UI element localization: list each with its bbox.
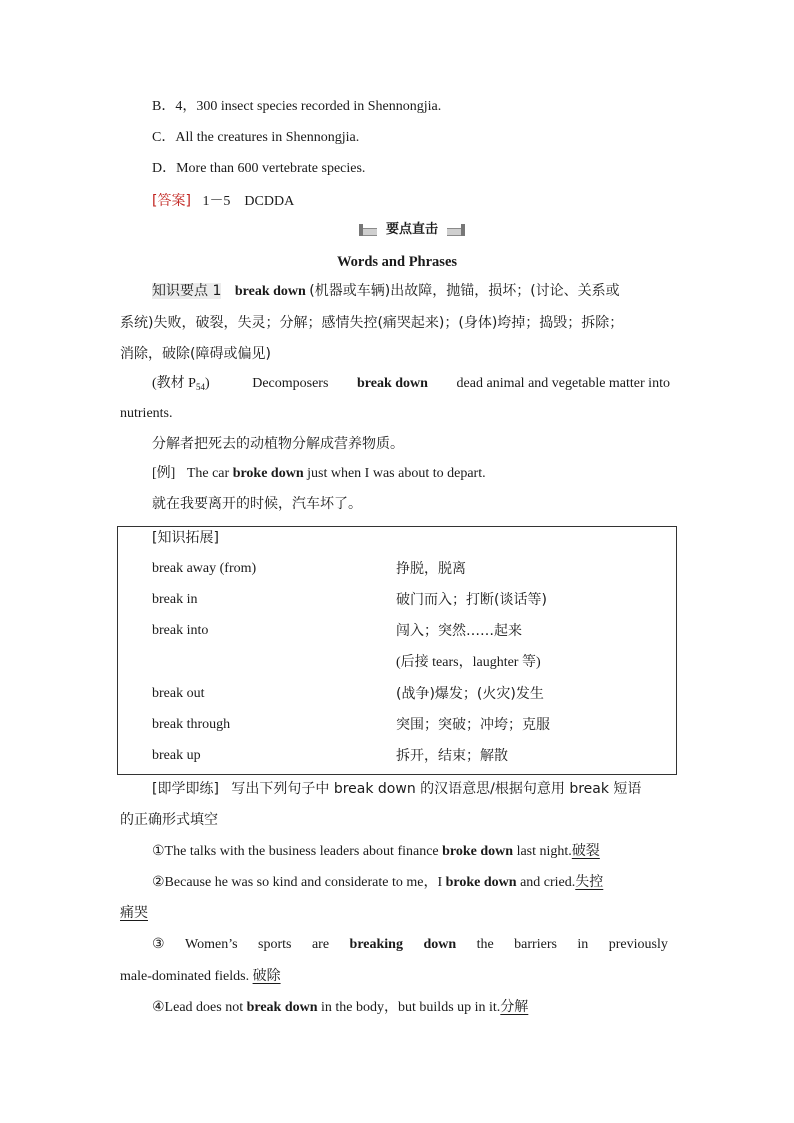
expansion-en-5: break through [152,717,231,732]
point-def-2: 系统)失败，破裂，失灵；分解；感情失控(痛哭起来)；(身体)垮掉；捣毁；拆除； [120,315,624,331]
expansion-cn-3: (后接 tears，laughter 等) [396,655,541,670]
point-line-1 [152,281,674,302]
textbook-pre: Decomposers [252,376,329,391]
practice-item-1: ①The talks with the business leaders about finance broke down last night.破裂 [152,843,600,859]
practice-label: [即学即练] [152,781,219,797]
expansion-title: [知识拓展] [152,530,219,546]
section-heading: Words and Phrases [336,254,458,270]
textbook-phrase: break down [357,376,428,391]
point-def-3: 消除，破除(障碍或偏见) [120,346,271,362]
option-d: D．More than 600 vertebrate species. [152,161,366,176]
expansion-cn-2: 闯入；突然……起来 [396,623,522,639]
practice-answer-1: 破裂 [571,843,600,859]
answer-label: [答案] [152,193,191,209]
point-def-1: (机器或车辆)出故障，抛锚，损坏；(讨论、关系或 [309,283,620,299]
expansion-cn-6: 拆开，结束；解散 [396,748,508,764]
answer-value: 1－5 DCDDA [202,194,295,209]
practice-item-3: ③ Women’s sports are breaking down the barriers in previously [152,937,668,952]
textbook-ref: (教材 $P_{54}$) [152,376,210,392]
example-phrase: broke down [232,466,304,481]
example-line: [例] The car broke down just when I was about to depart. [152,466,486,481]
practice-answer-4: 分解 [500,999,529,1015]
expansion-cn-1: 破门而入；打断(谈话等) [396,592,547,608]
practice-answer-2: 失控 [575,874,604,890]
expansion-cn-4: (战争)爆发；(火灾)发生 [396,686,544,702]
expansion-en-4: break out [152,686,205,701]
expansion-en-0: break away (from) [152,561,257,576]
example-label: [例] [152,466,176,481]
option-c: C．All the creatures in Shennongjia. [152,130,360,145]
textbook-line [152,374,670,397]
expansion-en-2: break into [152,623,209,638]
textbook-post: dead animal and vegetable matter into [456,376,670,391]
banner-label: 要点直击 [377,221,447,239]
practice-answer-3: 破除 [252,968,281,984]
expansion-cn-0: 挣脱，脱离 [396,561,466,577]
expansion-en-6: break up [152,748,201,763]
point-label: 知识要点 1 [152,283,222,299]
textbook-translation: 分解者把死去的动植物分解成营养物质。 [152,436,404,452]
point-phrase: break down [234,284,306,299]
expansion-en-1: break in [152,592,198,607]
expansion-cn-5: 突围；突破；冲垮；克服 [396,717,550,733]
practice-answer-2-cont: 痛哭 [120,905,148,921]
practice-item-2: ②Because he was so kind and considerate to me，I broke down and cried.失控 [152,874,604,890]
textbook-cont: nutrients. [120,406,173,421]
practice-item-3-cont: male-dominated fields. 破除 [120,968,281,984]
option-b: B．4，300 insect species recorded in Shennongjia. [152,99,442,114]
practice-instruction-2: 的正确形式填空 [120,812,218,828]
answer-line [152,191,294,212]
section-banner [359,221,465,239]
example-translation: 就在我要离开的时候，汽车坏了。 [152,496,362,512]
practice-item-4: ④Lead does not break down in the body，but builds up in it.分解 [152,999,529,1015]
practice-line-1 [152,779,641,799]
practice-instruction: 写出下列句子中 break down 的汉语意思/根据句意用 break 短语 [231,781,642,797]
